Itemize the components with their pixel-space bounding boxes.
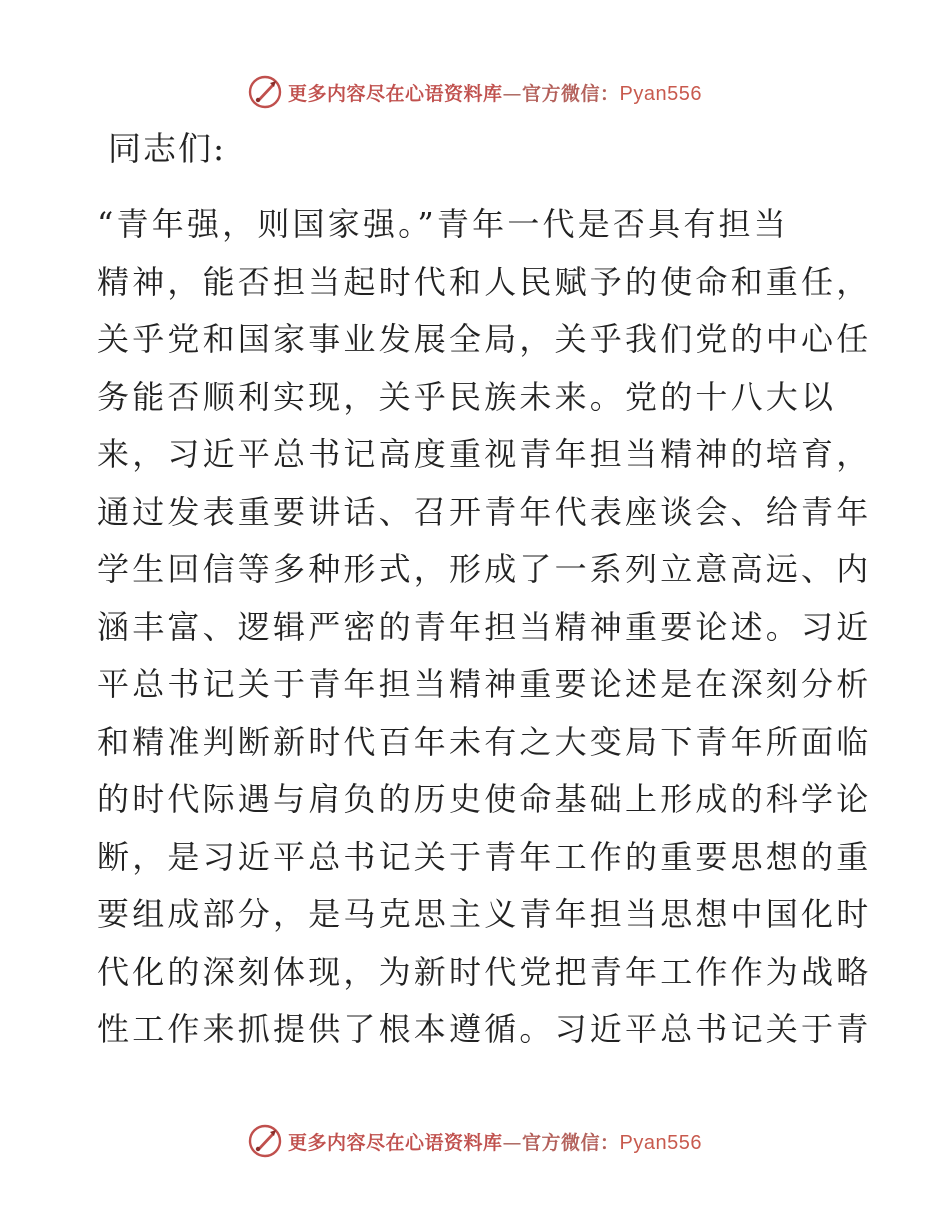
body-line: 学生回信等多种形式，形成了一系列立意高远、内 (97, 550, 872, 588)
body-line: 断，是习近平总书记关于青年工作的重要思想的重 (97, 837, 872, 876)
header-banner (0, 70, 950, 114)
quill-pen-logo-icon (248, 75, 282, 109)
body-line: 平总书记关于青年担当精神重要论述是在深刻分析 (97, 665, 872, 703)
wechat-id: Pyan556 (619, 82, 702, 105)
wechat-id: Pyan556 (619, 1131, 702, 1154)
body-line: 要组成部分，是马克思主义青年担当思想中国化时 (97, 895, 872, 933)
footer-banner (0, 1119, 950, 1163)
banner-separator: — (502, 82, 523, 105)
body-line: “青年强，则国家强。”青年一代是否具有担当 (97, 205, 789, 243)
body-line: 精神，能否担当起时代和人民赋予的使命和重任， (97, 262, 872, 301)
contact-label: 官方微信： (522, 82, 620, 105)
banner-separator: — (502, 1131, 523, 1154)
body-line: 来，习近平总书记高度重视青年担当精神的培育， (97, 435, 872, 473)
contact-label: 官方微信： (522, 1131, 620, 1154)
document-body (97, 196, 872, 1059)
body-line: 的时代际遇与肩负的历史使命基础上形成的科学论 (97, 780, 872, 818)
quill-pen-logo-icon (248, 1124, 282, 1158)
brand-text: 更多内容尽在心语资料库 (288, 82, 503, 105)
brand-text: 更多内容尽在心语资料库 (288, 1131, 503, 1154)
body-line: 代化的深刻体现，为新时代党把青年工作作为战略 (97, 952, 872, 991)
body-line: 和精准判断新时代百年未有之大变局下青年所面临 (97, 722, 872, 761)
body-line: 务能否顺利实现，关乎民族未来。党的十八大以 (97, 377, 837, 416)
body-line: 性工作来抓提供了根本遵循。习近平总书记关于青 (97, 1010, 872, 1048)
salutation: 同志们: (108, 129, 227, 168)
body-line: 关乎党和国家事业发展全局，关乎我们党的中心任 (97, 320, 872, 358)
body-line: 通过发表重要讲话、召开青年代表座谈会、给青年 (97, 492, 872, 531)
body-line: 涵丰富、逻辑严密的青年担当精神重要论述。习近 (97, 607, 872, 646)
